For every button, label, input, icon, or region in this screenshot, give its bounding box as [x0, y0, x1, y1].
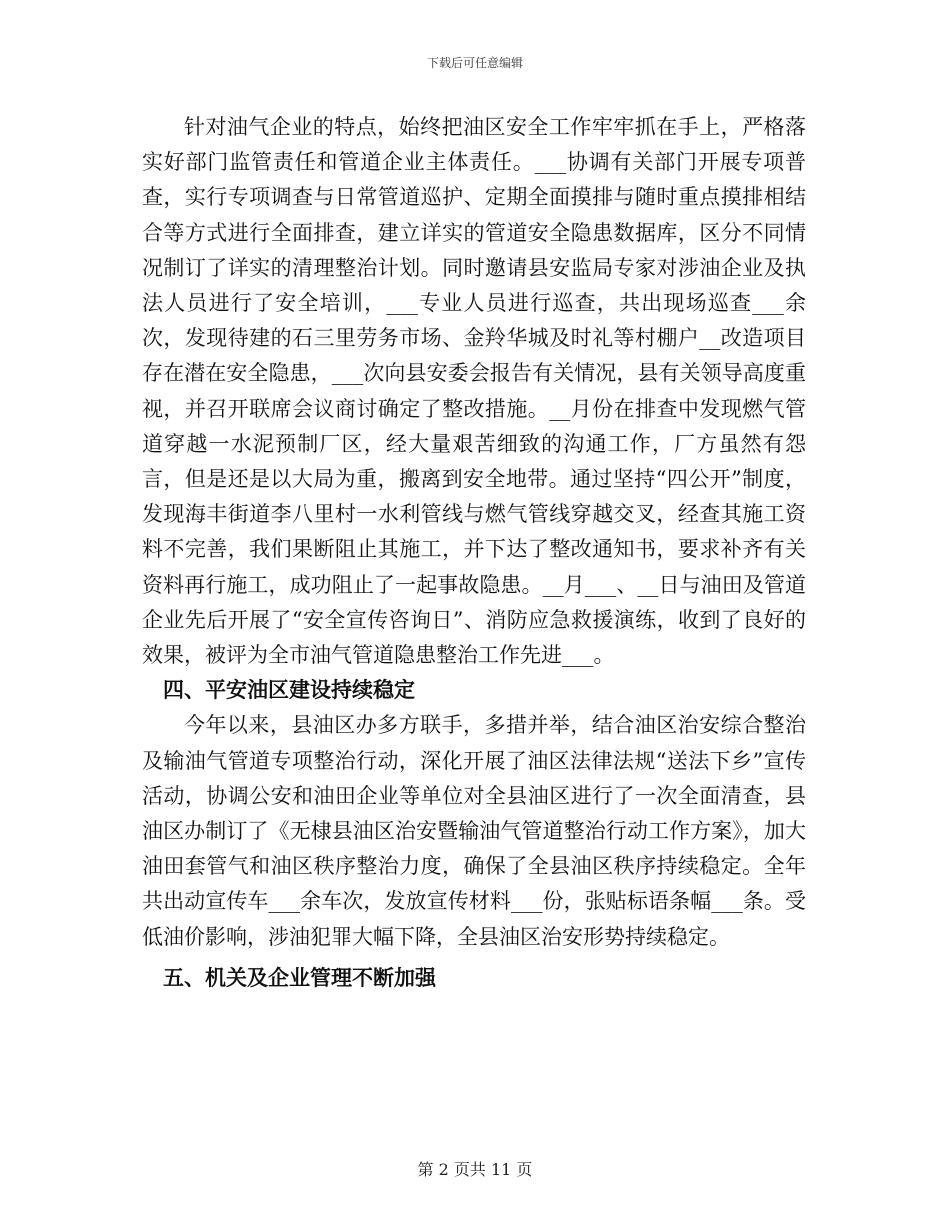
- document-body: [142, 110, 806, 996]
- page-header: 下载后可任意编辑: [426, 56, 523, 70]
- section-heading: 五、机关及企业管理不断加强: [163, 965, 436, 990]
- section-heading: 四、平安油区建设持续稳定: [163, 678, 415, 703]
- body-paragraph: 今年以来，县油区办多方联手，多措并举，结合油区治安综合整治及输油气管道专项整治行动，深化开展了油区法律法规“送法下乡”宣传活动，协调公安和油田企业等单位对全县油区进行了一次全面清查，县油区办制订了《无棣县油区治安暨输油气管道整治行动工作方案》，加大油田套管气和油区秩序整治力度，确保了全县油区秩序持续稳定。全年共出动宣传车___余车次，发放宣传材料___份，张贴标语条幅___条。受低油价影响，涉油犯罪大幅下降，全县油区治安形势持续稳定。: [142, 713, 806, 949]
- page-footer: 第 2 页共 11 页: [417, 1160, 533, 1179]
- body-paragraph: 针对油气企业的特点，始终把油区安全工作牢牢抓在手上，严格落实好部门监管责任和管道企业主体责任。___协调有关部门开展专项普查，实行专项调查与日常管道巡护、定期全面摸排与随时重点摸排相结合等方式进行全面排查，建立详实的管道安全隐患数据库，区分不同情况制订了详实的清理整治计划。同时邀请县安监局专家对涉油企业及执法人员进行了安全培训，___专业人员进行巡查，共出现场巡查___余次，发现待建的石三里劳务市场、金羚华城及时礼等村棚户__改造项目存在潜在安全隐患，___次向县安委会报告有关情况，县有关领导高度重视，并召开联席会议商讨确定了整改措施。__月份在排查中发现燃气管道穿越一水泥预制厂区，经大量艰苦细致的沟通工作，厂方虽然有怨言，但是还是以大局为重，搬离到安全地带。通过坚持“四公开”制度，发现海丰街道李八里村一水利管线与燃气管线穿越交叉，经查其施工资料不完善，我们果断阻止其施工，并下达了整改通知书，要求补齐有关资料再行施工，成功阻止了一起事故隐患。__月___、__日与油田及管道企业先后开展了“安全宣传咨询日”、消防应急救援演练，收到了良好的效果，被评为全市油气管道隐患整治工作先进___。: [142, 115, 806, 668]
